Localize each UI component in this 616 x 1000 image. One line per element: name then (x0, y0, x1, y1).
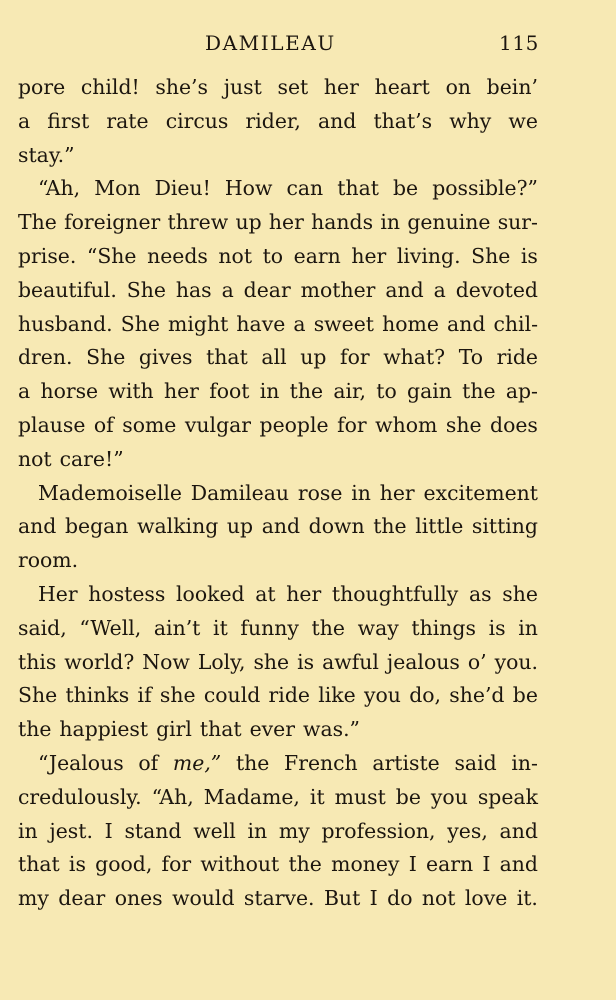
word: pore (18, 75, 66, 99)
word: do (387, 886, 413, 911)
word: ride (268, 683, 310, 708)
word: of (138, 750, 159, 775)
word: my (278, 818, 310, 843)
word: earn (426, 852, 474, 877)
word: for (337, 412, 367, 437)
word: room. (18, 548, 79, 573)
word: sur- (497, 210, 538, 235)
word: as (468, 581, 492, 606)
word: whom (375, 412, 438, 437)
word: earn (293, 243, 341, 268)
word: we (508, 108, 538, 133)
word: not (18, 446, 52, 471)
word: She (471, 243, 511, 268)
word: without (200, 852, 280, 877)
word: possible?” (432, 176, 538, 201)
word: horse (40, 379, 99, 404)
word: She (18, 683, 58, 708)
word: be (512, 683, 538, 708)
word: that (206, 345, 248, 370)
word: she (253, 649, 290, 674)
word: that’s (373, 108, 433, 133)
word: love (464, 886, 508, 911)
word: I (104, 818, 113, 843)
word: gives (138, 345, 193, 370)
word: was.” (303, 717, 360, 742)
word: foreigner (64, 210, 161, 235)
word: not (421, 886, 456, 911)
word: that (18, 852, 60, 877)
word: to (376, 379, 397, 404)
word: you. (494, 649, 538, 674)
text-line (18, 139, 538, 173)
word: her (379, 480, 415, 505)
word: and (499, 852, 538, 877)
text-line (18, 646, 538, 680)
word: the (462, 379, 496, 404)
word: French (284, 750, 358, 775)
word: said, (18, 615, 67, 640)
word: can (286, 176, 324, 201)
word: foot (209, 379, 250, 404)
word: up (226, 514, 254, 539)
word: a (293, 311, 306, 336)
word: her (323, 75, 359, 99)
word: thoughtfully (331, 581, 459, 606)
word: she (159, 683, 196, 708)
word: The (18, 210, 57, 235)
word: But (323, 886, 361, 911)
word: and (499, 818, 538, 843)
word: some (122, 412, 177, 437)
word: began (64, 514, 129, 539)
word: speak (477, 784, 538, 809)
word: up (235, 210, 262, 235)
word: looked (176, 581, 245, 606)
text-line (18, 781, 538, 815)
word: ever (249, 717, 295, 742)
word: dren. (18, 345, 73, 370)
text-line (18, 612, 538, 646)
word: on (445, 75, 471, 99)
word: Damileau (190, 480, 290, 505)
word: rider, (245, 108, 301, 133)
word: She (126, 277, 166, 302)
word: and (318, 108, 357, 133)
word: that (199, 717, 242, 742)
word: jest. (49, 818, 93, 843)
word: for (161, 852, 192, 877)
word: a (433, 277, 446, 302)
text-line (18, 375, 538, 409)
word: her (351, 243, 387, 268)
word: in (380, 210, 401, 235)
word: devoted (455, 277, 538, 302)
text-line (18, 848, 538, 882)
word: To (458, 345, 483, 370)
word: starve. (243, 886, 315, 911)
word: hostess (88, 581, 166, 606)
word: awful (322, 649, 379, 674)
word: Mon (94, 176, 141, 201)
word: child! (80, 75, 140, 99)
word: dear (243, 277, 291, 302)
word: Dieu! (154, 176, 211, 201)
word: profession, (321, 818, 436, 843)
text-line (18, 544, 538, 578)
word: She (86, 345, 126, 370)
word: vulgar (184, 412, 252, 437)
word: How (224, 176, 273, 201)
word: you (430, 784, 468, 809)
word: she (502, 581, 538, 606)
text-line (18, 815, 538, 849)
word: and (18, 514, 57, 539)
word: do, (409, 683, 441, 708)
word: bein’ (486, 75, 538, 99)
word: and (447, 311, 486, 336)
word: walking (137, 514, 219, 539)
word: her (163, 379, 199, 404)
body-text (18, 71, 538, 916)
word: sweet (313, 311, 374, 336)
word: at (255, 581, 276, 606)
word: down (308, 514, 365, 539)
word: girl (156, 717, 192, 742)
word: dear (58, 886, 106, 911)
word: excitement (423, 480, 538, 505)
text-line (18, 240, 538, 274)
text-line (18, 679, 538, 713)
word: Loly, (197, 649, 246, 674)
word: “Jealous (38, 750, 124, 775)
word: ride (496, 345, 538, 370)
word: care!” (59, 446, 124, 471)
word: a (18, 108, 31, 133)
word: rose (297, 480, 343, 505)
word: this (18, 649, 57, 674)
text-line (18, 747, 538, 781)
word: the (18, 717, 52, 742)
text-line (18, 443, 538, 477)
word: “Ah, (151, 784, 194, 809)
word: if (137, 683, 152, 708)
word: set (277, 75, 309, 99)
word: for (340, 345, 370, 370)
word: heart (374, 75, 430, 99)
word: to (262, 243, 284, 268)
word: like (318, 683, 356, 708)
running-head: DAMILEAU (205, 31, 336, 55)
word: yes, (447, 818, 488, 843)
word: stay.” (18, 142, 75, 167)
word: ones (114, 886, 163, 911)
word: the (288, 852, 322, 877)
word: ain’t (153, 615, 201, 640)
word: thinks (65, 683, 130, 708)
word: might (168, 311, 229, 336)
word: not (218, 243, 253, 268)
word: be (395, 784, 421, 809)
word: that (337, 176, 379, 201)
word: in (259, 379, 280, 404)
text-line (18, 578, 538, 612)
word: the (311, 615, 345, 640)
word: stand (124, 818, 182, 843)
word: a (18, 379, 31, 404)
word: I (369, 886, 378, 911)
word: said (454, 750, 497, 775)
word: hands (311, 210, 374, 235)
word: gain (407, 379, 452, 404)
word: She (120, 311, 160, 336)
text-line (18, 510, 538, 544)
word: way (357, 615, 399, 640)
word: mother (300, 277, 376, 302)
word: the (373, 514, 407, 539)
word: the (235, 750, 270, 775)
word: it (309, 784, 325, 809)
word: it. (516, 886, 538, 911)
text-line (18, 274, 538, 308)
word: and (385, 277, 424, 302)
word: I (482, 852, 491, 877)
word: little (415, 514, 464, 539)
word: what? (383, 345, 446, 370)
word: funny (240, 615, 299, 640)
word: people (259, 412, 329, 437)
word: Her (38, 581, 78, 606)
word: plause (18, 412, 86, 437)
word: o’ (467, 649, 487, 674)
word: Madame, (203, 784, 300, 809)
word: jealous (386, 649, 460, 674)
word: does (490, 412, 538, 437)
text-line (18, 341, 538, 375)
text-line (18, 105, 538, 139)
word: she’d (449, 683, 505, 708)
word: “Ah, (38, 176, 81, 201)
word: money (331, 852, 400, 877)
word: her (286, 581, 322, 606)
word: sitting (471, 514, 538, 539)
word: why (449, 108, 492, 133)
text-line (18, 882, 538, 916)
word: she’s (155, 75, 208, 99)
word: has (175, 277, 212, 302)
text-line (18, 172, 538, 206)
word: living. (396, 243, 461, 268)
word: in (18, 818, 38, 843)
word: Mademoiselle (38, 480, 182, 505)
word: beautiful. (18, 277, 117, 302)
text-line (18, 477, 538, 511)
word: is (297, 649, 315, 674)
word: good, (95, 852, 153, 877)
word: credulously. (18, 784, 142, 809)
text-line (18, 713, 538, 747)
word: “Well, (79, 615, 142, 640)
word: is (68, 852, 86, 877)
word: in- (511, 750, 538, 775)
word: things (411, 615, 476, 640)
word: all (261, 345, 287, 370)
text-line (18, 71, 538, 105)
word: a (221, 277, 234, 302)
word: be (393, 176, 419, 201)
text-line (18, 206, 538, 240)
text-line (18, 308, 538, 342)
word: prise. (18, 243, 77, 268)
word: me,” (172, 750, 222, 775)
word: it (213, 615, 228, 640)
word: must (334, 784, 386, 809)
word: up (300, 345, 327, 370)
word: genuine (407, 210, 491, 235)
word: in (518, 615, 538, 640)
word: threw (167, 210, 229, 235)
word: could (203, 683, 261, 708)
word: happiest (59, 717, 149, 742)
word: and (261, 514, 301, 539)
word: “She (86, 243, 137, 268)
word: the (289, 379, 324, 404)
word: well (193, 818, 236, 843)
word: is (488, 615, 506, 640)
word: you (363, 683, 401, 708)
word: needs (147, 243, 208, 268)
word: her (268, 210, 304, 235)
word: is (520, 243, 538, 268)
word: Now (142, 649, 190, 674)
word: ap- (505, 379, 538, 404)
word: with (108, 379, 154, 404)
word: air, (333, 379, 367, 404)
word: I (408, 852, 417, 877)
word: in (247, 818, 268, 843)
word: she (445, 412, 482, 437)
word: rate (106, 108, 149, 133)
word: husband. (18, 311, 113, 336)
page-number: 115 (499, 31, 539, 55)
word: have (236, 311, 286, 336)
word: just (223, 75, 262, 99)
word: of (93, 412, 114, 437)
word: my (18, 886, 49, 911)
word: circus (165, 108, 229, 133)
word: first (47, 108, 90, 133)
word: chil- (493, 311, 538, 336)
page-header (0, 31, 616, 61)
word: world? (64, 649, 135, 674)
word: would (172, 886, 235, 911)
text-line (18, 409, 538, 443)
word: home (382, 311, 439, 336)
word: in (351, 480, 371, 505)
word: artiste (372, 750, 440, 775)
